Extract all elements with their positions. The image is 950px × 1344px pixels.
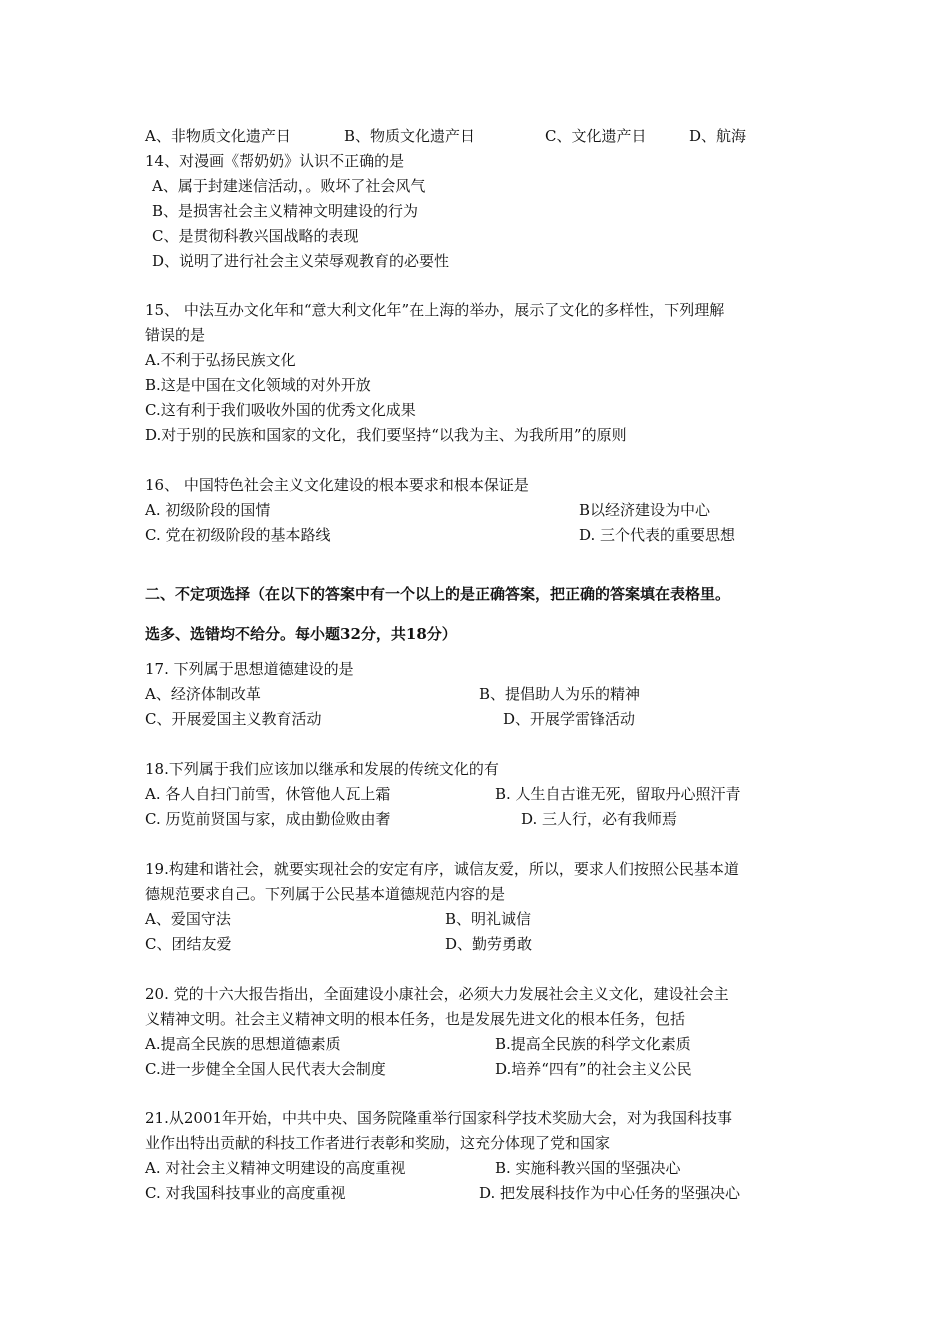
q21-option-b: B. 实施科教兴国的坚强决心 [495, 1159, 681, 1177]
q16-option-b: B以经济建设为中心 [579, 501, 711, 519]
q15-option-b: B.这是中国在文化领域的对外开放 [145, 376, 371, 394]
q20-option-c: C.进一步健全全国人民代表大会制度 [145, 1060, 386, 1078]
q18-stem: 18.下列属于我们应该加以继承和发展的传统文化的有 [145, 760, 499, 778]
section2-heading-line1: 二、不定项选择（在以下的答案中有一个以上的是正确答案，把正确的答案填在表格里。 [145, 585, 731, 603]
q13-option-a: A、非物质文化遗产日 [145, 127, 291, 145]
q18-option-b: B. 人生自古谁无死，留取丹心照汗青 [495, 785, 741, 803]
q16-option-a: A. 初级阶段的国情 [145, 501, 271, 519]
q14-option-c: C、是贯彻科教兴国战略的表现 [152, 227, 359, 245]
q13-option-b: B、物质文化遗产日 [344, 127, 476, 145]
q18-option-a: A. 各人自扫门前雪，休管他人瓦上霜 [145, 785, 391, 803]
q15-option-a: A.不利于弘扬民族文化 [145, 351, 296, 369]
q21-stem-line1: 21.从2001年开始，中共中央、国务院隆重举行国家科学技术奖励大会，对为我国科技事 [145, 1109, 733, 1127]
q20-option-d: D.培养“四有”的社会主义公民 [495, 1060, 692, 1078]
q17-option-d: D、开展学雷锋活动 [503, 710, 636, 728]
q16-stem: 16、 中国特色社会主义文化建设的根本要求和根本保证是 [145, 476, 529, 494]
q16-option-c: C. 党在初级阶段的基本路线 [145, 526, 331, 544]
q21-option-d: D. 把发展科技作为中心任务的坚强决心 [479, 1184, 741, 1202]
q20-stem-line2: 义精神文明。社会主义精神文明的根本任务，也是发展先进文化的根本任务，包括 [145, 1010, 686, 1028]
q21-option-c: C. 对我国科技事业的高度重视 [145, 1184, 346, 1202]
q20-option-b: B.提高全民族的科学文化素质 [495, 1035, 691, 1053]
section2-heading-line2: 选多、选错均不给分。每小题32分，共18分） [145, 625, 457, 643]
q17-option-a: A、经济体制改革 [145, 685, 261, 703]
q19-option-a: A、爱国守法 [145, 910, 231, 928]
q14-option-d: D、说明了进行社会主义荣辱观教育的必要性 [152, 252, 450, 270]
q14-option-a: A、属于封建迷信活动，。败坏了社会风气 [152, 177, 426, 195]
q19-option-c: C、团结友爱 [145, 935, 232, 953]
q21-option-a: A. 对社会主义精神文明建设的高度重视 [145, 1159, 406, 1177]
q14-option-b: B、是损害社会主义精神文明建设的行为 [152, 202, 419, 220]
q15-stem-line2: 错误的是 [145, 326, 206, 344]
q19-option-b: B、明礼诚信 [445, 910, 532, 928]
q19-stem-line1: 19.构建和谐社会，就要实现社会的安定有序，诚信友爱，所以，要求人们按照公民基本道 [145, 860, 739, 878]
q13-option-c: C、文化遗产日 [545, 127, 647, 145]
q19-option-d: D、勤劳勇敢 [445, 935, 533, 953]
q14-stem: 14、对漫画《帮奶奶》认识不正确的是 [145, 152, 405, 170]
q21-stem-line2: 业作出特出贡献的科技工作者进行表彰和奖励，这充分体现了党和国家 [145, 1134, 611, 1152]
q19-stem-line2: 德规范要求自己。下列属于公民基本道德规范内容的是 [145, 885, 506, 903]
q17-option-c: C、开展爱国主义教育活动 [145, 710, 322, 728]
q17-stem: 17. 下列属于思想道德建设的是 [145, 660, 354, 678]
q20-option-a: A.提高全民族的思想道德素质 [145, 1035, 341, 1053]
q15-stem-line1: 15、 中法互办文化年和“意大利文化年”在上海的举办，展示了文化的多样性，下列理解 [145, 301, 725, 319]
q17-option-b: B、提倡助人为乐的精神 [479, 685, 641, 703]
q20-stem-line1: 20. 党的十六大报告指出，全面建设小康社会，必须大力发展社会主义文化，建设社会主 [145, 985, 729, 1003]
q13-option-d: D、航海 [689, 127, 747, 145]
q15-option-c: C.这有利于我们吸收外国的优秀文化成果 [145, 401, 416, 419]
q15-option-d: D.对于别的民族和国家的文化，我们要坚持“以我为主、为我所用”的原则 [145, 426, 627, 444]
q18-option-c: C. 历览前贤国与家，成由勤俭败由奢 [145, 810, 391, 828]
q16-option-d: D. 三个代表的重要思想 [579, 526, 736, 544]
q18-option-d: D. 三人行，必有我师焉 [521, 810, 678, 828]
